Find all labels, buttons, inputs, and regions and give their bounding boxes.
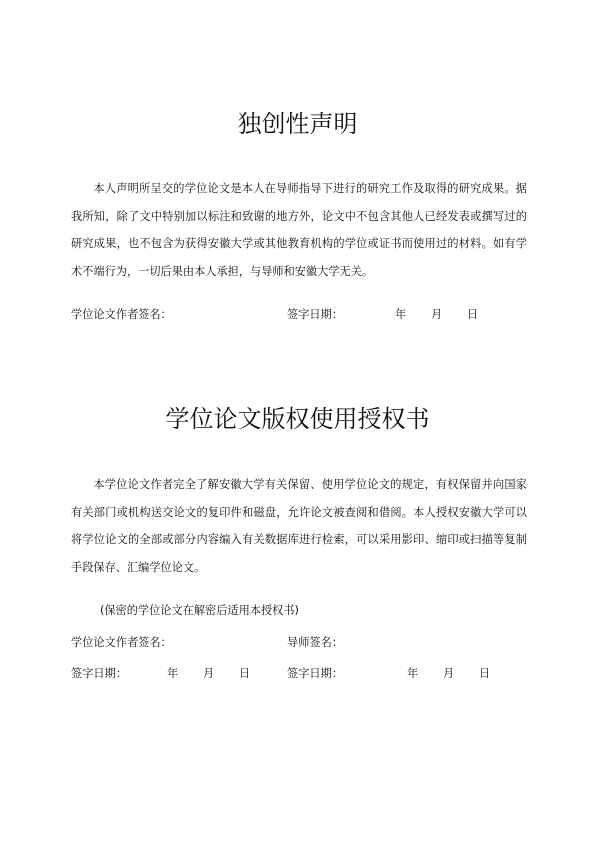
declaration-month-label: 月 [431, 308, 443, 321]
supervisor-year-label: 年 [407, 667, 419, 680]
authorization-author-signature-label: 学位论文作者签名： [71, 636, 172, 649]
declaration-sign-date-label: 签字日期： [287, 308, 343, 321]
confidential-note: (保密的学位论文在解密后适用本授权书) [100, 604, 299, 617]
declaration-paragraph: 本人声明所呈交的学位论文是本人在导师指导下进行的研究工作及取得的研究成果。据我所知，除了文中特别加以标注和致谢的地方外，论文中不包含其他人已经发表或撰写过的研究成果，也不包含为获得安徽大学或其他教育机构的学位或证书而使用过的材料。如有学术不端行为，一切后果由本人承担，与导师和安徽大学无关。 [71, 182, 527, 278]
authorization-author-sign-date-label: 签字日期： [71, 667, 127, 680]
authorization-author-month-label: 月 [203, 667, 215, 680]
supervisor-day-label: 日 [479, 667, 491, 680]
authorization-author-day-label: 日 [239, 667, 251, 680]
supervisor-month-label: 月 [443, 667, 455, 680]
declaration-author-signature-label: 学位论文作者签名： [71, 308, 172, 321]
authorization-title: 学位论文版权使用授权书 [165, 405, 430, 433]
declaration-title: 独创性声明 [237, 110, 358, 138]
supervisor-sign-date-label: 签字日期： [287, 667, 343, 680]
supervisor-signature-label: 导师签名： [287, 636, 343, 649]
authorization-paragraph: 本学位论文作者完全了解安徽大学有关保留、使用学位论文的规定，有权保留并向国家有关部门或机构送交论文的复印件和磁盘，允许论文被查阅和借阅。本人授权安徽大学可以将学位论文的全部或部分内容编入有关数据库进行检索，可以采用影印、缩印或扫描等复制手段保存、汇编学位论文。 [71, 478, 527, 574]
declaration-day-label: 日 [467, 308, 479, 321]
declaration-year-label: 年 [395, 308, 407, 321]
authorization-author-year-label: 年 [167, 667, 179, 680]
